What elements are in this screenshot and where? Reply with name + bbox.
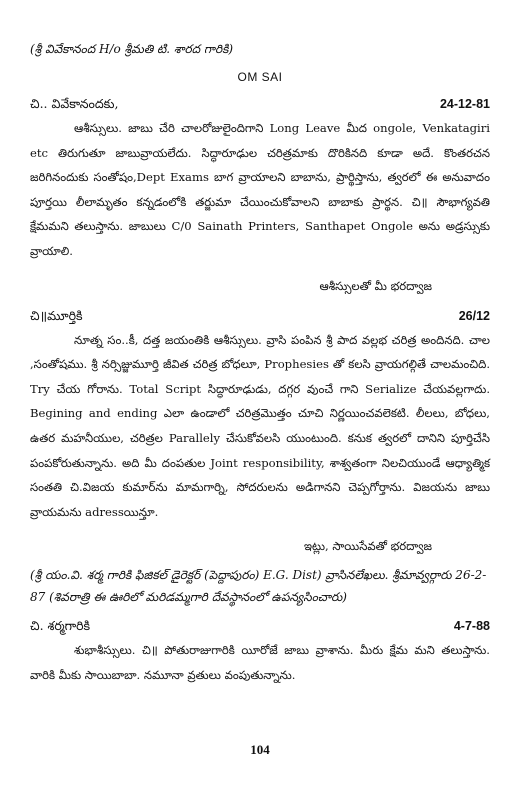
- letter-1-header: [30, 92, 490, 116]
- om-sai-heading: OM SAI: [237, 70, 283, 84]
- section-note: (శ్రీ యం.వి. శర్మ గారికి ఫిజికల్ డైరెక్టర్ (పెద్దాపురం) E.G. Dist) వ్రాసినలేఖలు. శ్రీమావ్వర్గారు 26-2-87 (శివరాత్రి ఈ ఊరిలో మరిడమ్మగారి దేవస్థానంలో ఉపన్యసించారు): [30, 568, 487, 605]
- letter-2-date: 26/12: [458, 308, 490, 323]
- letter-1-date: 24-12-81: [439, 97, 490, 111]
- letter-1-salutation: చి.. వివేకానందకు,: [30, 96, 119, 111]
- letter-2-header: [30, 304, 490, 328]
- letter-2-signature: ఇట్లు, సాయిసేవతో భరద్వాజ: [304, 539, 432, 554]
- page-number: 104: [250, 742, 270, 757]
- letter-1-signature: ఆశీస్సులతో మీ భరద్వాజ: [319, 278, 432, 293]
- letter-3-header: [30, 614, 490, 638]
- letter-2-salutation: చి॥మూర్తికి: [30, 307, 83, 323]
- letter-3-date: 4-7-88: [453, 619, 490, 634]
- page-subtitle: (శ్రీ వివేకానంద H/o శ్రీమతి టి. శారద గారికి): [30, 42, 234, 56]
- letter-3-body: శుభాశీస్సులు. చి॥ పోతురాజుగారికి యీరోజే జాబు వ్రాశాను. మీరు క్షేమ మని తలుస్తాను. వారికి మీకు సాయిబాబా. నమూనా వ్రతులు వంపుతున్నాను.: [30, 643, 490, 682]
- letter-3-salutation: చి. శర్మగారికి: [30, 618, 91, 634]
- letter-1-body: ఆశీస్సులు. జాబు చేరి చాలరోజులైందిగాని Long Leave మీద ongole, Venkatagiri etc తిరుగుతూ జాబువ్రాయలేదు. సిద్ధారూఢుల చరిత్రమాకు దొరికినది కూడా అదే. కొంతరచన జరిగినందుకు సంతోషం,Dept Exams బాగ వ్రాయాలని బాబాను, ప్రార్థిస్తాను, త్వరలో ఈ అనువాదం పూర్తయి లీలామృతం కన్నడంలోకి తర్జుమా చేయించుకోవాలని బాబాకు ప్రార్థన. చి॥ సౌభాగ్యవతి క్షేమమని తలుస్తాను. జాబులు C/0 Sainath Printers, Santhapet Ongole అను అడ్రస్సుకు వ్రాయాలి.: [30, 121, 490, 258]
- letter-2-body: నూత్న సం..కీ, దత్త జయంతికి ఆశీస్సులు. వ్రాసి పంపిన శ్రీ పాద వల్లభ చరిత్ర అందినది. చాల ,సంతోషము. శ్రీ నర్సిజ్జుమూర్తి జీవిత చరిత్ర బోధలూ, Prophesies తో కలసి వ్రాయగల్గితే చాలమంచిది. Try చేయ గోరాను. Total Script సిద్ధారూఢుడు, దగ్గర వుంచే గాని Serialize చేయవల్లగాదు. Begining and ending ఎలా ఉండాలో చరిత్రమొత్తం చూచి నిర్ణయించవలెకటి. లీలలు, బోధలు, ఉతర మహనీయుల, చరిత్రల Parallely చేసుకోవలసి యుంటుంది. కనుక త్వరలో దానిని పూర్తిచేసి పంపకోరుతున్నాను. అది మీ దంపతుల Joint responsibility, శాశ్వతంగా నిలచియుండే ఆధ్యాత్మిక సంతతి చి.విజయ కుమార్‌ను మామగార్ని, సోదరులను అడిగానని చెప్పగోర్తాను. విజయను జాబు వ్రాయమను adressయిన్తూ.: [30, 332, 490, 519]
